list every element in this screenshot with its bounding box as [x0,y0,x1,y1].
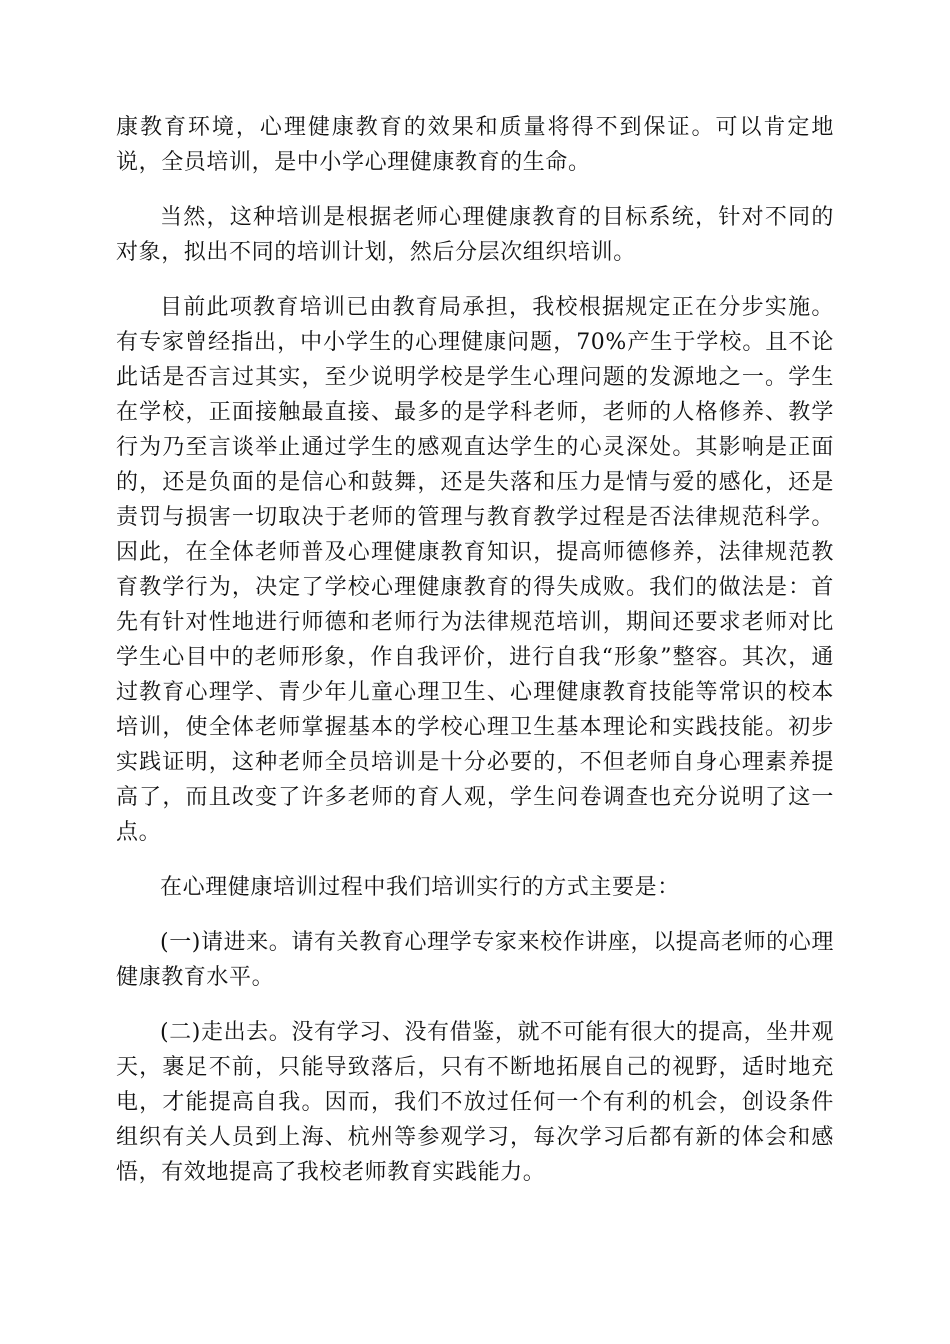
paragraph-training-plan: 当然，这种培训是根据老师心理健康教育的目标系统，针对不同的对象，拟出不同的培训计划，然后分层次组织培训。 [116,205,834,265]
paragraph-methods-intro: 在心理健康培训过程中我们培训实行的方式主要是： [160,875,680,900]
paragraph-method-invite: (一)请进来。请有关教育心理学专家来校作讲座，以提高老师的心理健康教育水平。 [116,930,834,990]
document-body [116,110,834,1210]
paragraph-implementation: 目前此项教育培训已由教育局承担，我校根据规定正在分步实施。有专家曾经指出，中小学生的心理健康问题，70%产生于学校。且不论此话是否言过其实，至少说明学校是学生心理问题的发源地之一。学生在学校，正面接触最直接、最多的是学科老师，老师的人格修养、教学行为乃至言谈举止通过学生的感观直达学生的心灵深处。其影响是正面的，还是负面的是信心和鼓舞，还是失落和压力是情与爱的感化，还是责罚与损害一切取决于老师的管理与教育教学过程是否法律规范科学。因此，在全体老师普及心理健康教育知识，提高师德修养，法律规范教育教学行为，决定了学校心理健康教育的得失成败。我们的做法是：首先有针对性地进行师德和老师行为法律规范培训，期间还要求老师对比学生心目中的老师形象，作自我评价，进行自我“形象”整容。其次，通过教育心理学、青少年儿童心理卫生、心理健康教育技能等常识的校本培训，使全体老师掌握基本的学校心理卫生基本理论和实践技能。初步实践证明，这种老师全员培训是十分必要的，不但老师自身心理素养提高了，而且改变了许多老师的育人观，学生问卷调查也充分说明了这一点。 [116,295,834,845]
paragraph-method-go-out: (二)走出去。没有学习、没有借鉴，就不可能有很大的提高，坐井观天，裹足不前，只能导致落后，只有不断地拓展自己的视野，适时地充电，才能提高自我。因而，我们不放过任何一个有利的机会，创设条件组织有关人员到上海、杭州等参观学习，每次学习后都有新的体会和感悟，有效地提高了我校老师教育实践能力。 [116,1020,834,1185]
paragraph-continuation: 康教育环境，心理健康教育的效果和质量将得不到保证。可以肯定地说，全员培训，是中小学心理健康教育的生命。 [116,115,834,175]
